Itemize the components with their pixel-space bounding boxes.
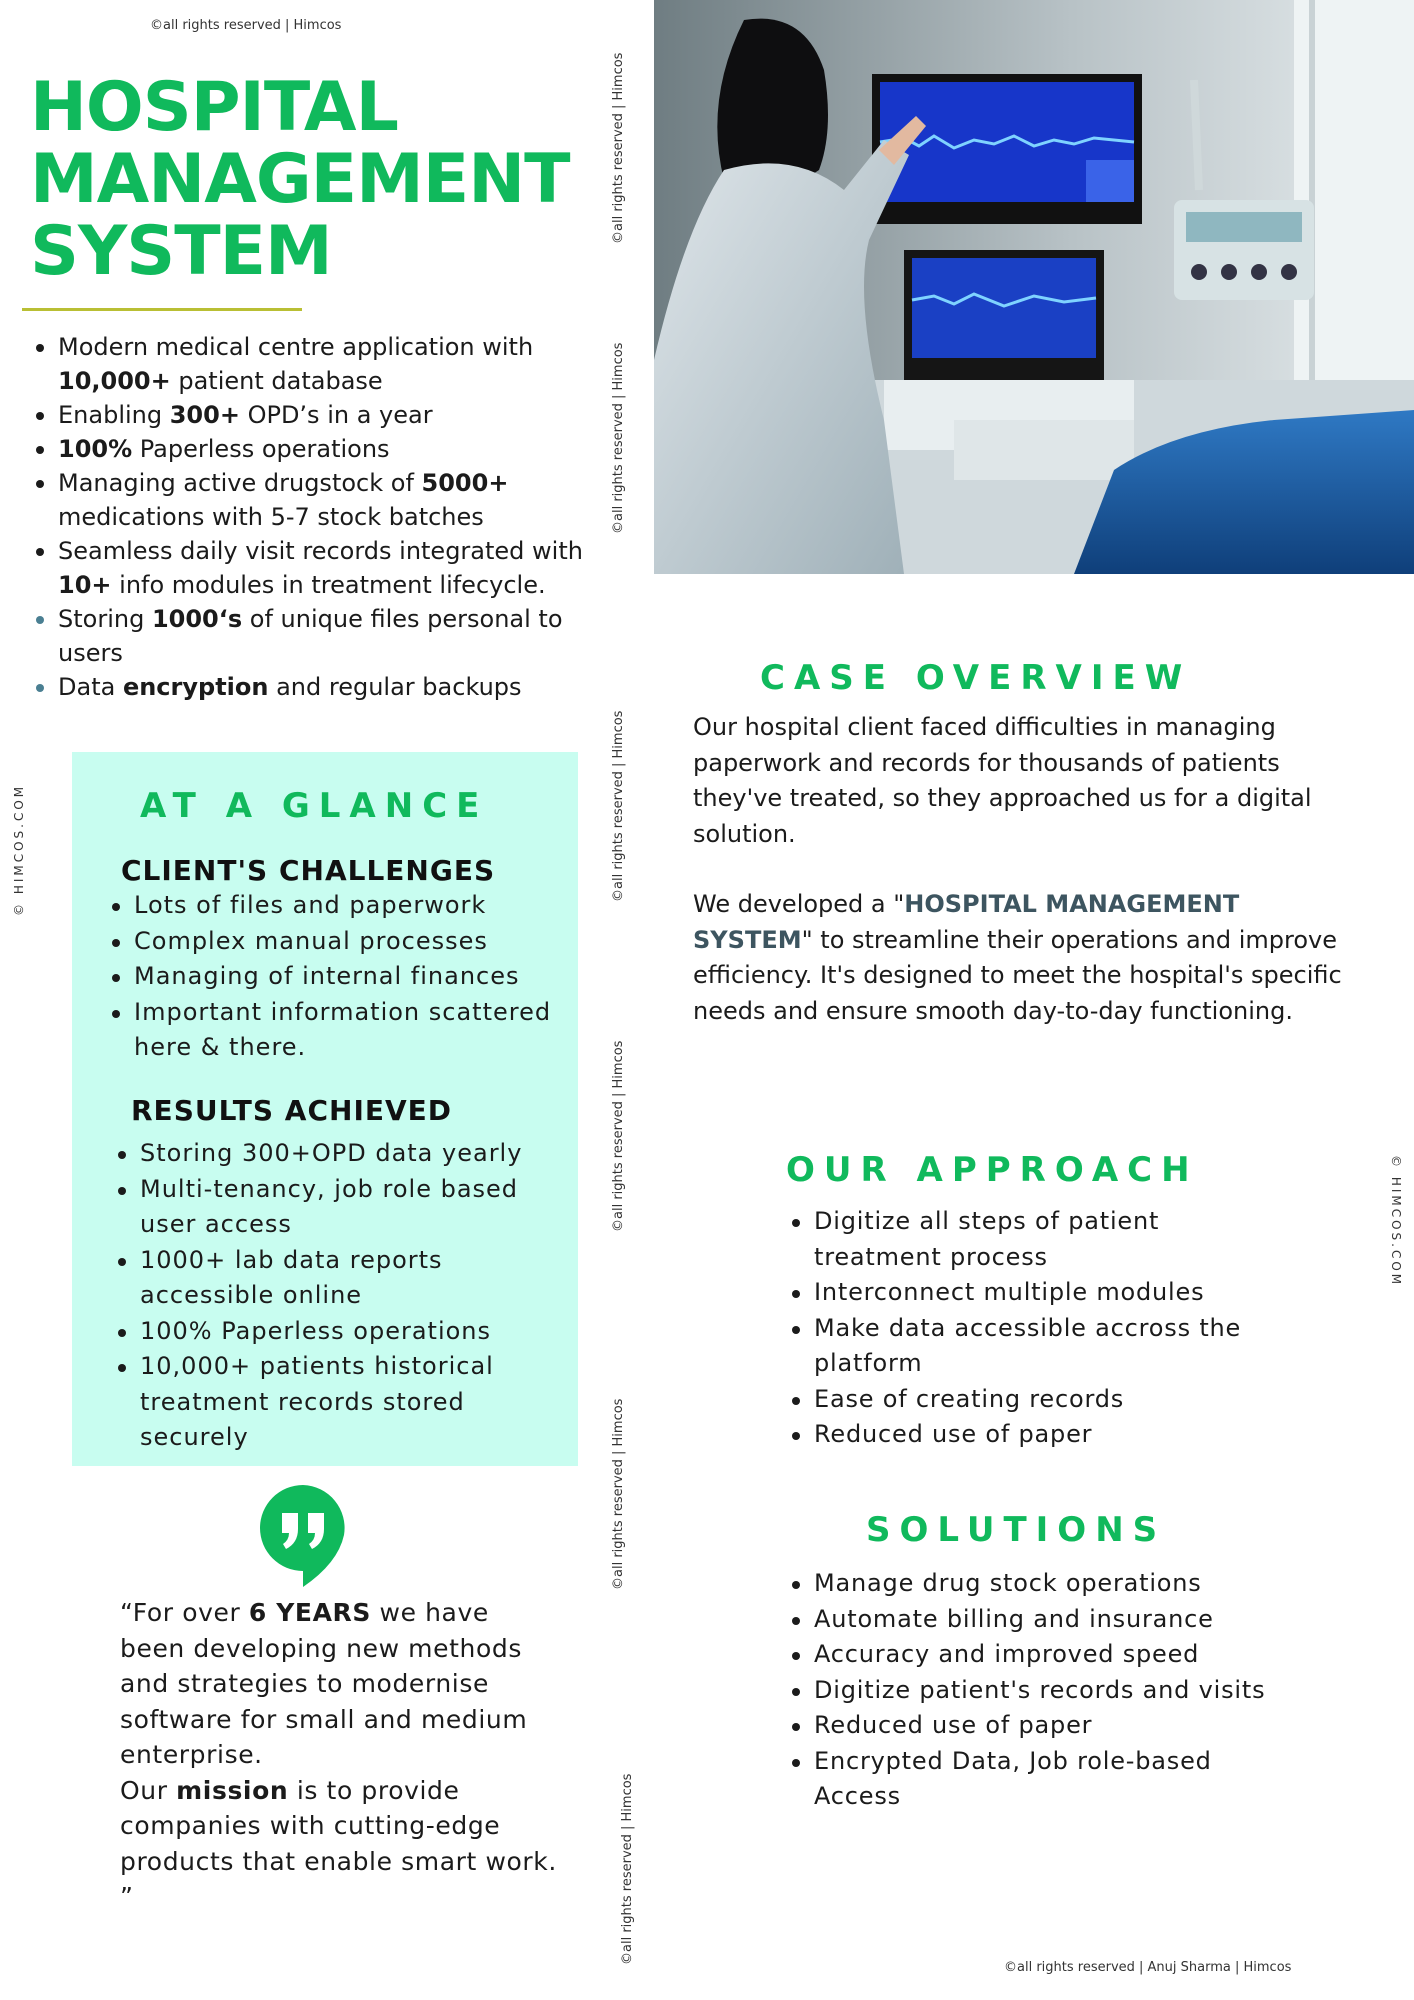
list-item: Lots of files and paperwork <box>106 888 566 924</box>
challenges-heading: CLIENT'S CHALLENGES <box>121 854 496 887</box>
list-item: 100% Paperless operations <box>112 1314 562 1350</box>
overview-paragraph: We developed a "HOSPITAL MANAGEMENT SYSTEM" to streamline their operations and improve efficiency. It's designed to meet the hospital's specific needs and ensure smooth day-to-day functioning. <box>693 890 1342 1025</box>
approach-heading: OUR APPROACH <box>786 1150 1199 1190</box>
vertical-watermark: ©all rights reserved | Himcos <box>611 342 626 534</box>
vertical-watermark: ©all rights reserved | Himcos <box>611 52 626 244</box>
list-item: Digitize patient's records and visits <box>786 1673 1266 1709</box>
list-item: Data encryption and regular backups <box>30 670 620 704</box>
list-item: 1000+ lab data reports accessible online <box>112 1243 562 1314</box>
list-item: Digitize all steps of patient treatment process <box>786 1204 1266 1275</box>
list-item: Managing of internal finances <box>106 959 566 995</box>
glance-heading: AT A GLANCE <box>140 786 489 826</box>
list-item: Reduced use of paper <box>786 1708 1266 1744</box>
list-item: 100% Paperless operations <box>30 432 620 466</box>
list-item: Enabling 300+ OPD’s in a year <box>30 398 620 432</box>
side-brand-left: © HIMCOS.COM <box>12 783 26 916</box>
list-item: Manage drug stock operations <box>786 1566 1266 1602</box>
list-item: Ease of creating records <box>786 1382 1266 1418</box>
page-title <box>30 68 570 291</box>
list-item: Complex manual processes <box>106 924 566 960</box>
results-list <box>112 1136 562 1456</box>
list-item: Important information scattered here & there. <box>106 995 566 1066</box>
list-item: Encrypted Data, Job role-based Access <box>786 1744 1266 1815</box>
results-heading: RESULTS ACHIEVED <box>131 1094 453 1127</box>
list-item: Multi-tenancy, job role based user access <box>112 1172 562 1243</box>
solutions-list <box>786 1566 1266 1815</box>
quote-icon <box>258 1483 348 1587</box>
approach-list <box>786 1204 1266 1453</box>
overview-paragraph: Our hospital client faced difficulties in managing paperwork and records for thousands of patients they've treated, so they approached us for a digital solution. <box>693 713 1312 848</box>
list-item: Reduced use of paper <box>786 1417 1266 1453</box>
title-line: MANAGEMENT <box>30 140 570 219</box>
intro-list <box>30 330 620 704</box>
vertical-watermark: ©all rights reserved | Himcos <box>620 1773 635 1965</box>
vertical-watermark: ©all rights reserved | Himcos <box>611 1040 626 1232</box>
title-underline <box>22 308 302 311</box>
list-item: Storing 300+OPD data yearly <box>112 1136 562 1172</box>
vertical-watermark: ©all rights reserved | Himcos <box>611 1398 626 1590</box>
footer-watermark: ©all rights reserved | Anuj Sharma | Himcos <box>1004 1960 1292 1975</box>
overview-text <box>693 710 1343 1029</box>
list-item: Interconnect multiple modules <box>786 1275 1266 1311</box>
challenges-list <box>106 888 566 1066</box>
vertical-watermark: ©all rights reserved | Himcos <box>611 710 626 902</box>
hospital-photo <box>654 0 1414 574</box>
mission-quote: “For over 6 YEARS we have been developing new methods and strategies to modernise software for small and medium enterprise. Our mission is to provide companies with cutting-edge products that enable smart work. ” <box>120 1598 557 1911</box>
solutions-heading: SOLUTIONS <box>866 1510 1167 1550</box>
list-item: Automate billing and insurance <box>786 1602 1266 1638</box>
list-item: Seamless daily visit records integrated with 10+ info modules in treatment lifecycle. <box>30 534 620 602</box>
list-item: Modern medical centre application with 10,000+ patient database <box>30 330 620 398</box>
list-item: 10,000+ patients historical treatment records stored securely <box>112 1349 562 1456</box>
title-line: HOSPITAL <box>30 68 398 147</box>
top-watermark: ©all rights reserved | Himcos <box>150 18 342 33</box>
list-item: Managing active drugstock of 5000+ medications with 5-7 stock batches <box>30 466 620 534</box>
title-line: SYSTEM <box>30 212 332 291</box>
list-item: Storing 1000‘s of unique files personal to users <box>30 602 620 670</box>
overview-heading: CASE OVERVIEW <box>760 658 1192 698</box>
list-item: Make data accessible accross the platform <box>786 1311 1266 1382</box>
side-brand-right: © HIMCOS.COM <box>1389 1155 1403 1288</box>
list-item: Accuracy and improved speed <box>786 1637 1266 1673</box>
